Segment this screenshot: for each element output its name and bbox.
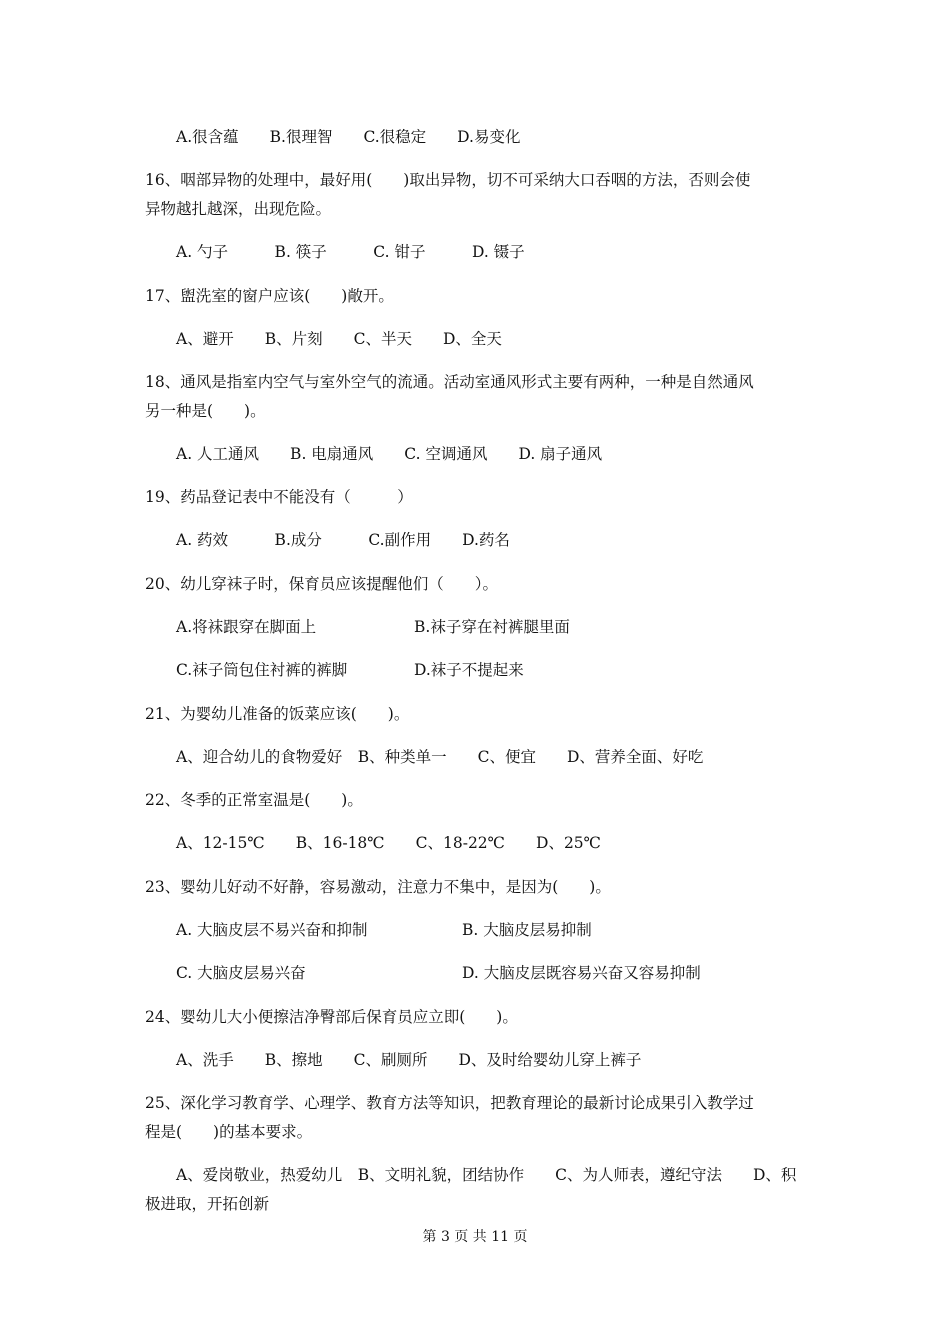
q19-text: 19、药品登记表中不能没有（ ） [145, 488, 413, 506]
q25-options-line1: A、爱岗敬业，热爱幼儿 B、文明礼貌，团结协作 C、为人师表，遵纪守法 D、积 [176, 1166, 797, 1184]
q20-option-a: A.将袜跟穿在脚面上 [176, 618, 317, 636]
q23-option-b: B. 大脑皮层易抑制 [462, 921, 592, 939]
q18-text-line2: 另一种是( )。 [145, 402, 266, 420]
q21-options: A、迎合幼儿的食物爱好 B、种类单一 C、便宜 D、营养全面、好吃 [176, 748, 704, 766]
q25-options-line2: 极进取，开拓创新 [145, 1195, 270, 1213]
q16-options: A. 勺子 B. 筷子 C. 钳子 D. 镊子 [176, 243, 525, 261]
q22-options: A、12-15℃ B、16-18℃ C、18-22℃ D、25℃ [176, 834, 602, 852]
q23-option-d: D. 大脑皮层既容易兴奋又容易抑制 [462, 964, 701, 982]
q15-options: A.很含蕴 B.很理智 C.很稳定 D.易变化 [176, 128, 521, 146]
q17-options: A、避开 B、片刻 C、半天 D、全天 [176, 330, 502, 348]
q17-text: 17、盥洗室的窗户应该( )敞开。 [145, 287, 394, 305]
q23-option-a: A. 大脑皮层不易兴奋和抑制 [176, 921, 368, 939]
q20-option-c: C.袜子筒包住衬裤的裤脚 [176, 661, 348, 679]
q24-options: A、洗手 B、擦地 C、刷厕所 D、及时给婴幼儿穿上裤子 [176, 1051, 642, 1069]
q23-text: 23、婴幼儿好动不好静，容易激动，注意力不集中，是因为( )。 [145, 878, 611, 896]
q20-option-b: B.袜子穿在衬裤腿里面 [414, 618, 570, 636]
q18-text-line1: 18、通风是指室内空气与室外空气的流通。活动室通风形式主要有两种，一种是自然通风 [145, 373, 754, 391]
q25-text-line1: 25、深化学习教育学、心理学、教育方法等知识，把教育理论的最新讨论成果引入教学过 [145, 1094, 754, 1112]
q22-text: 22、冬季的正常室温是( )。 [145, 791, 363, 809]
q16-text-line2: 异物越扎越深，出现危险。 [145, 200, 332, 218]
q19-options: A. 药效 B.成分 C.副作用 D.药名 [176, 531, 510, 549]
q21-text: 21、为婴幼儿准备的饭菜应该( )。 [145, 705, 410, 723]
q23-option-c: C. 大脑皮层易兴奋 [176, 964, 306, 982]
q16-text-line1: 16、咽部异物的处理中，最好用( )取出异物，切不可采纳大口吞咽的方法，否则会使 [145, 171, 751, 189]
q20-text: 20、幼儿穿袜子时，保育员应该提醒他们（ ）。 [145, 575, 498, 593]
q25-text-line2: 程是( )的基本要求。 [145, 1123, 313, 1141]
q24-text: 24、婴幼儿大小便擦洁净臀部后保育员应立即( )。 [145, 1008, 518, 1026]
page-number-footer: 第 3 页 共 11 页 [422, 1229, 528, 1245]
q20-option-d: D.袜子不提起来 [414, 661, 524, 679]
q18-options: A. 人工通风 B. 电扇通风 C. 空调通风 D. 扇子通风 [176, 445, 603, 463]
